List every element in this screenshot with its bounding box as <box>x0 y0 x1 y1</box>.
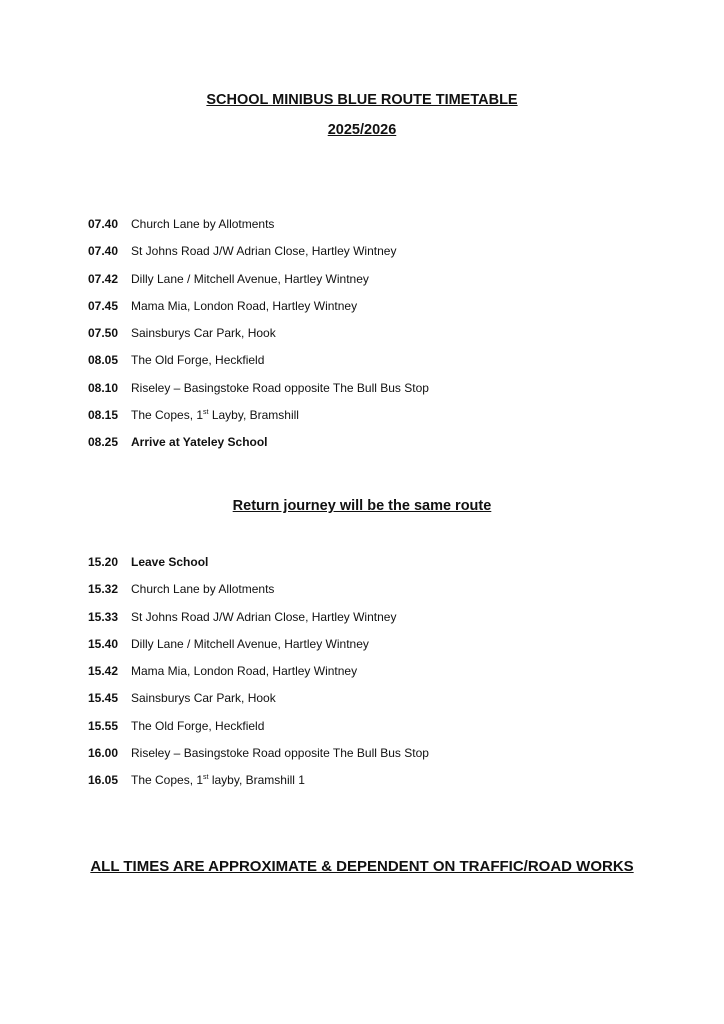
timetable-row <box>88 719 429 746</box>
timetable-row <box>88 299 429 326</box>
stop-time: 15.42 <box>88 664 119 679</box>
stop-name: The Old Forge, Heckfield <box>131 718 265 733</box>
stop-name-part: The Copes, 1 <box>131 773 204 788</box>
stop-time: 15.45 <box>88 691 119 706</box>
stop-time: 15.32 <box>88 582 119 597</box>
timetable-row <box>88 773 429 800</box>
timetable-row <box>88 353 429 380</box>
ordinal-suffix: st <box>203 774 209 782</box>
timetable-row <box>88 555 429 582</box>
stop-name-part: layby, Bramshill 1 <box>208 773 305 788</box>
stop-name: Riseley – Basingstoke Road opposite The Bull Bus Stop <box>131 380 429 395</box>
stop-time: 08.25 <box>88 435 119 450</box>
academic-year: 2025/2026 <box>327 122 397 138</box>
timetable-row <box>88 610 429 637</box>
stop-time: 08.10 <box>88 380 119 395</box>
ordinal-suffix: st <box>203 409 209 417</box>
timetable-row <box>88 381 429 408</box>
stop-time: 07.42 <box>88 271 119 286</box>
stop-time: 16.00 <box>88 746 119 761</box>
stop-time: 15.33 <box>88 609 119 624</box>
stop-time: 07.40 <box>88 244 119 259</box>
return-journey-heading: Return journey will be the same route <box>232 498 492 514</box>
timetable-row <box>88 244 429 271</box>
timetable-row <box>88 582 429 609</box>
stop-name-part: The Copes, 1 <box>131 408 204 423</box>
timetable-row <box>88 408 429 435</box>
stop-name: Church Lane by Allotments <box>131 217 275 231</box>
timetable-row <box>88 691 429 718</box>
stop-name: Dilly Lane / Mitchell Avenue, Hartley Wintney <box>131 636 369 651</box>
stop-name: Mama Mia, London Road, Hartley Wintney <box>131 664 358 679</box>
morning-stop-list <box>88 217 429 463</box>
timetable-row <box>88 435 429 462</box>
stop-name-part: Layby, Bramshill <box>208 408 299 423</box>
stop-time: 16.05 <box>88 773 119 788</box>
stop-name: Sainsburys Car Park, Hook <box>131 691 276 706</box>
stop-time: 15.20 <box>88 555 119 569</box>
stop-time: 07.45 <box>88 298 119 313</box>
stop-time: 07.50 <box>88 326 119 341</box>
afternoon-stop-list <box>88 555 429 801</box>
stop-name <box>131 408 299 422</box>
stop-name: Sainsburys Car Park, Hook <box>131 326 276 341</box>
page-title: SCHOOL MINIBUS BLUE ROUTE TIMETABLE <box>206 92 518 108</box>
stop-time: 08.05 <box>88 353 119 368</box>
stop-time: 15.40 <box>88 636 119 651</box>
disclaimer-note: ALL TIMES ARE APPROXIMATE & DEPENDENT ON TRAFFIC/ROAD WORKS <box>90 858 634 875</box>
stop-time: 08.15 <box>88 408 119 423</box>
stop-time: 15.55 <box>88 718 119 733</box>
timetable-row <box>88 326 429 353</box>
timetable-row <box>88 746 429 773</box>
stop-name: Arrive at Yateley School <box>131 435 268 450</box>
stop-name: Mama Mia, London Road, Hartley Wintney <box>131 298 358 313</box>
stop-time: 07.40 <box>88 217 119 231</box>
stop-name: Riseley – Basingstoke Road opposite The Bull Bus Stop <box>131 746 429 761</box>
timetable-row <box>88 272 429 299</box>
timetable-row <box>88 637 429 664</box>
timetable-row <box>88 217 429 244</box>
stop-name: Leave School <box>131 555 209 569</box>
timetable-row <box>88 664 429 691</box>
stop-name: Church Lane by Allotments <box>131 582 275 597</box>
stop-name: St Johns Road J/W Adrian Close, Hartley Wintney <box>131 609 397 624</box>
stop-name: The Old Forge, Heckfield <box>131 353 265 368</box>
stop-name: St Johns Road J/W Adrian Close, Hartley Wintney <box>131 244 397 259</box>
stop-name <box>131 773 305 787</box>
stop-name: Dilly Lane / Mitchell Avenue, Hartley Wintney <box>131 271 369 286</box>
